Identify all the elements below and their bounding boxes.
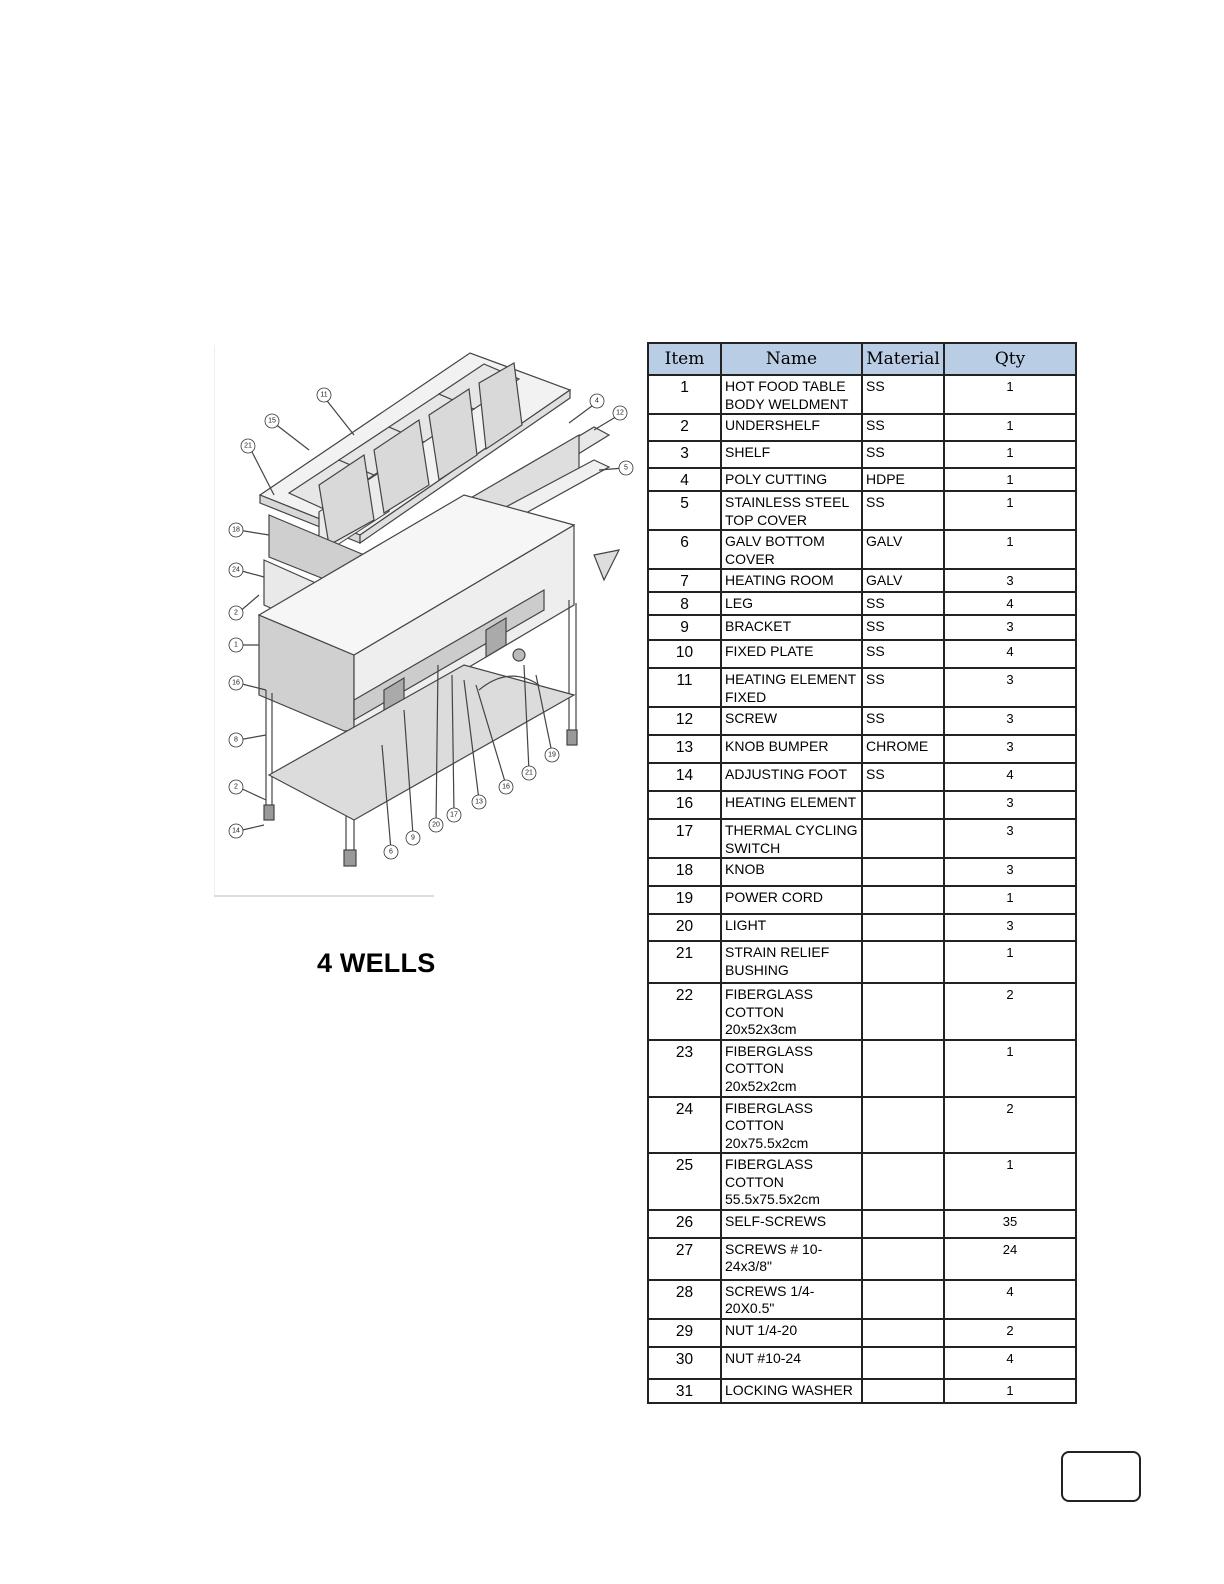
table-row: [648, 491, 1076, 530]
cell-item: 30: [648, 1347, 721, 1379]
cell-qty: 4: [944, 592, 1076, 615]
table-row: [648, 1319, 1076, 1347]
cell-material: SS: [862, 414, 944, 441]
page-number-box: [1061, 1451, 1141, 1502]
cell-item: 27: [648, 1238, 721, 1280]
callout-label: 4: [595, 397, 599, 405]
table-row: [648, 569, 1076, 592]
cell-name: SCREWS 1/4-20X0.5": [721, 1280, 862, 1319]
cell-item: 18: [648, 858, 721, 886]
cell-material: GALV: [862, 530, 944, 569]
cell-material: GALV: [862, 569, 944, 592]
cell-material: [862, 1379, 944, 1403]
cell-material: [862, 819, 944, 858]
header-item: Item: [648, 343, 721, 375]
cell-material: SS: [862, 375, 944, 414]
cell-name: FIBERGLASS COTTON 20x52x3cm: [721, 983, 862, 1040]
cell-name: STAINLESS STEEL TOP COVER: [721, 491, 862, 530]
table-row: [648, 441, 1076, 468]
cell-name: STRAIN RELIEF BUSHING: [721, 941, 862, 983]
cell-qty: 1: [944, 941, 1076, 983]
cell-item: 8: [648, 592, 721, 615]
cell-name: FIBERGLASS COTTON 20x75.5x2cm: [721, 1097, 862, 1154]
cell-material: SS: [862, 763, 944, 791]
header-name: Name: [721, 343, 862, 375]
cell-qty: 1: [944, 1153, 1076, 1210]
cell-name: SHELF: [721, 441, 862, 468]
cell-name: BRACKET: [721, 615, 862, 640]
table-row: [648, 735, 1076, 763]
callout-label: 14: [232, 827, 240, 835]
cell-item: 19: [648, 886, 721, 914]
callout-label: 16: [502, 783, 510, 791]
cell-qty: 3: [944, 735, 1076, 763]
table-row: [648, 763, 1076, 791]
table-row: [648, 1040, 1076, 1097]
cell-item: 22: [648, 983, 721, 1040]
table-row: [648, 640, 1076, 668]
cell-material: [862, 941, 944, 983]
cell-item: 3: [648, 441, 721, 468]
cell-qty: 1: [944, 1040, 1076, 1097]
cell-qty: 1: [944, 1379, 1076, 1403]
table-row: [648, 468, 1076, 491]
table-row: [648, 1153, 1076, 1210]
cell-name: KNOB: [721, 858, 862, 886]
cell-name: THERMAL CYCLING SWITCH: [721, 819, 862, 858]
cell-material: [862, 1280, 944, 1319]
cell-material: [862, 983, 944, 1040]
table-row: [648, 819, 1076, 858]
callout-label: 2: [234, 783, 238, 791]
cell-qty: 4: [944, 1347, 1076, 1379]
cell-item: 25: [648, 1153, 721, 1210]
cell-item: 2: [648, 414, 721, 441]
cell-qty: 3: [944, 791, 1076, 819]
table-row: [648, 1238, 1076, 1280]
cell-qty: 2: [944, 1097, 1076, 1154]
cell-name: LOCKING WASHER: [721, 1379, 862, 1403]
cell-item: 16: [648, 791, 721, 819]
table-row: [648, 1210, 1076, 1238]
callout-label: 16: [232, 679, 240, 687]
cell-qty: 1: [944, 414, 1076, 441]
callout-label: 9: [411, 834, 415, 842]
cell-material: [862, 886, 944, 914]
cell-qty: 1: [944, 441, 1076, 468]
cell-material: [862, 1040, 944, 1097]
cell-qty: 3: [944, 858, 1076, 886]
callout-label: 17: [450, 811, 458, 819]
callout-label: 2: [234, 609, 238, 617]
cell-name: SCREWS # 10-24x3/8": [721, 1238, 862, 1280]
cell-item: 20: [648, 914, 721, 941]
header-material: Material: [862, 343, 944, 375]
callout-label: 24: [232, 566, 240, 574]
cell-name: HOT FOOD TABLE BODY WELDMENT: [721, 375, 862, 414]
table-header-row: [648, 343, 1076, 375]
table-row: [648, 1280, 1076, 1319]
callout-label: 18: [232, 526, 240, 534]
cell-item: 17: [648, 819, 721, 858]
cell-material: [862, 1210, 944, 1238]
cell-material: [862, 1097, 944, 1154]
callout-label: 8: [234, 736, 238, 744]
cell-item: 28: [648, 1280, 721, 1319]
table-row: [648, 886, 1076, 914]
cell-qty: 4: [944, 640, 1076, 668]
cell-qty: 3: [944, 569, 1076, 592]
cell-item: 23: [648, 1040, 721, 1097]
cell-qty: 4: [944, 763, 1076, 791]
cell-item: 5: [648, 491, 721, 530]
cell-item: 12: [648, 707, 721, 735]
cell-material: CHROME: [862, 735, 944, 763]
cell-item: 7: [648, 569, 721, 592]
cell-qty: 3: [944, 668, 1076, 707]
cell-name: SELF-SCREWS: [721, 1210, 862, 1238]
table-row: [648, 668, 1076, 707]
callout-label: 11: [320, 391, 328, 399]
cell-material: SS: [862, 615, 944, 640]
cell-name: NUT 1/4-20: [721, 1319, 862, 1347]
cell-material: [862, 858, 944, 886]
callout-label: 21: [244, 442, 252, 450]
cell-material: SS: [862, 668, 944, 707]
cell-material: [862, 1347, 944, 1379]
cell-name: GALV BOTTOM COVER: [721, 530, 862, 569]
cell-name: UNDERSHELF: [721, 414, 862, 441]
cell-name: ADJUSTING FOOT: [721, 763, 862, 791]
parts-table-body: [648, 375, 1076, 1403]
cell-name: FIBERGLASS COTTON 20x52x2cm: [721, 1040, 862, 1097]
exploded-assembly-diagram: [214, 345, 634, 897]
table-row: [648, 858, 1076, 886]
cell-qty: 1: [944, 886, 1076, 914]
cell-item: 4: [648, 468, 721, 491]
table-row: [648, 1379, 1076, 1403]
cell-qty: 1: [944, 491, 1076, 530]
cell-qty: 3: [944, 615, 1076, 640]
cell-item: 1: [648, 375, 721, 414]
header-qty: Qty: [944, 343, 1076, 375]
cell-qty: 24: [944, 1238, 1076, 1280]
cell-name: FIBERGLASS COTTON 55.5x75.5x2cm: [721, 1153, 862, 1210]
cell-item: 6: [648, 530, 721, 569]
cell-material: SS: [862, 640, 944, 668]
cell-qty: 3: [944, 914, 1076, 941]
cell-qty: 1: [944, 530, 1076, 569]
table-row: [648, 615, 1076, 640]
cell-name: HEATING ROOM: [721, 569, 862, 592]
cell-qty: 3: [944, 707, 1076, 735]
table-row: [648, 983, 1076, 1040]
table-row: [648, 375, 1076, 414]
cell-material: SS: [862, 707, 944, 735]
cell-name: FIXED PLATE: [721, 640, 862, 668]
cell-item: 10: [648, 640, 721, 668]
cell-item: 14: [648, 763, 721, 791]
table-row: [648, 791, 1076, 819]
table-row: [648, 914, 1076, 941]
cell-name: LIGHT: [721, 914, 862, 941]
cell-name: POLY CUTTING: [721, 468, 862, 491]
diagram-caption: 4 WELLS: [317, 948, 436, 978]
table-row: [648, 941, 1076, 983]
callout-label: 20: [432, 821, 440, 829]
cell-qty: 1: [944, 468, 1076, 491]
cell-item: 21: [648, 941, 721, 983]
cell-material: [862, 1153, 944, 1210]
cell-qty: 35: [944, 1210, 1076, 1238]
cell-qty: 2: [944, 983, 1076, 1040]
cell-material: SS: [862, 592, 944, 615]
cell-name: HEATING ELEMENT: [721, 791, 862, 819]
table-row: [648, 592, 1076, 615]
cell-name: NUT #10-24: [721, 1347, 862, 1379]
table-row: [648, 1347, 1076, 1379]
cell-item: 24: [648, 1097, 721, 1154]
cell-material: HDPE: [862, 468, 944, 491]
cell-name: KNOB BUMPER: [721, 735, 862, 763]
cell-qty: 1: [944, 375, 1076, 414]
cell-item: 11: [648, 668, 721, 707]
callout-label: 1: [234, 641, 238, 649]
callout-label: 5: [624, 464, 628, 472]
cell-item: 26: [648, 1210, 721, 1238]
table-row: [648, 707, 1076, 735]
callout-label: 6: [389, 848, 393, 856]
callout-label: 19: [548, 751, 556, 759]
cell-item: 9: [648, 615, 721, 640]
cell-material: [862, 914, 944, 941]
cell-qty: 4: [944, 1280, 1076, 1319]
cell-name: LEG: [721, 592, 862, 615]
cell-material: [862, 1238, 944, 1280]
cell-qty: 2: [944, 1319, 1076, 1347]
table-row: [648, 414, 1076, 441]
cell-material: [862, 791, 944, 819]
callout-label: 13: [475, 798, 483, 806]
cell-material: [862, 1319, 944, 1347]
cell-material: SS: [862, 441, 944, 468]
cell-item: 13: [648, 735, 721, 763]
cell-item: 31: [648, 1379, 721, 1403]
callout-label: 12: [616, 409, 624, 417]
cell-name: SCREW: [721, 707, 862, 735]
parts-list-table: [647, 342, 1077, 1404]
cell-material: SS: [862, 491, 944, 530]
table-row: [648, 1097, 1076, 1154]
callout-label: 21: [525, 769, 533, 777]
callout-label: 15: [268, 417, 276, 425]
cell-name: POWER CORD: [721, 886, 862, 914]
table-row: [648, 530, 1076, 569]
cell-item: 29: [648, 1319, 721, 1347]
cell-name: HEATING ELEMENT FIXED: [721, 668, 862, 707]
cell-qty: 3: [944, 819, 1076, 858]
